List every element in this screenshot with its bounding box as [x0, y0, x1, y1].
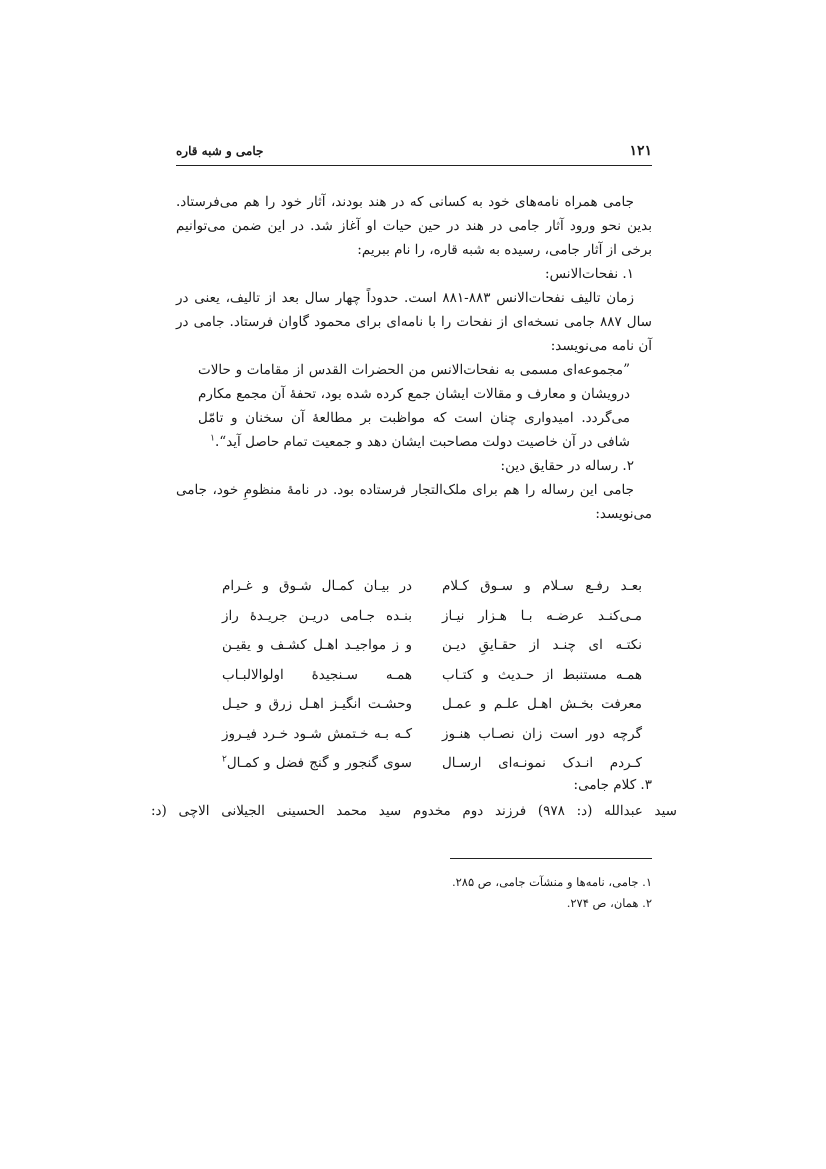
paragraph-intro: جامی همراه نامه‌های خود به کسانی که در هند بودند، آثار خود را هم می‌فرستاد. بدین نحو ورود آثار جامی در هند در حین حیات او آغاز شد. در این ضمن می‌توانیم برخی از آثار جامی، رسیده به شبه قاره، را نام ببریم: [176, 194, 652, 258]
paragraph-risala: جامی این رساله را هم برای ملک‌التجار فرستاده بود. در نامهٔ منظومِ خود، جامی می‌نویسد: [176, 482, 652, 522]
footnote-1: ۱. جامی، نامه‌ها و منشآت جامی، ص ۲۸۵. [451, 875, 652, 889]
poem-hemistich-left: وحشـت انگیـز اهـل زرق و حیـل [222, 696, 412, 712]
paragraph-nafahat: زمان تالیف نفحات‌الانس ۸۸۳-۸۸۱ است. حدوداً چهار سال بعد از تالیف، یعنی در سال ۸۸۷ جامی نسخه‌ای از نفحات را با نامه‌ای برای محمود گاوان فرستاد. جامی در آن نامه می‌نویسد: [176, 290, 652, 354]
poem-hemistich-left: بنـده جـامی دریـن جریـدهٔ راز [222, 607, 412, 624]
quote-text: ”مجموعه‌ای مسمی به نفحات‌الانس من الحضرات القدس از مقامات و حالات درویشان و معارف و مقالات ایشان جمع کرده شده بود، تحفهٔ آن مجمع مکارم می‌گردد. امیدواری چنان است که مواظبت بر مطالعهٔ آن سخنان و تامّل شافی در آن خاصیت دولت مصاحبت ایشان دهد و جمعیت تمام حاصل آید“. [198, 362, 630, 450]
page-header [176, 141, 652, 166]
poem-hemistich-left: کـه بـه خـتمش شـود خـرد فیـروز [222, 725, 412, 742]
poem-couplet [222, 637, 642, 667]
poem-hemistich-left [222, 755, 412, 771]
heading-item-3: ۳. کلام جامی: [573, 777, 652, 793]
poem-hemistich-right: کـردم انـدک نمونـه‌ای ارسـال [442, 755, 642, 771]
poem-hemistich-right: بعـد رفـع سـلام و سـوق کـلام [442, 578, 642, 594]
poem-couplet [222, 667, 642, 697]
poem-hemistich-right: گرچه دور است زان نصـاب هنـوز [442, 725, 642, 742]
poem [222, 578, 642, 785]
text-after-poem [151, 772, 677, 824]
poem-hemistich-left: در بیـان کمـال شـوق و غـرام [222, 578, 412, 594]
block-quote [198, 358, 630, 454]
running-title: جامی و شبه قاره [176, 144, 264, 158]
main-text [176, 190, 652, 526]
poem-hemistich-right: نکتـه ای چنـد از حقـایقِ دیـن [442, 637, 642, 653]
footnote-2: ۲. همان، ص ۲۷۴. [566, 896, 652, 910]
poem-couplet [222, 578, 642, 608]
heading-item-2: ۲. رساله در حقایق دین: [500, 458, 634, 474]
poem-hemistich-left: همـه سـنجیدهٔ اولوالالبـاب [222, 666, 412, 683]
heading-item-1: ۱. نفحات‌الانس: [545, 266, 634, 282]
poem-hemistich-left-text: سوی گنجور و گنج فضل و کمـال [226, 755, 412, 771]
poem-couplet [222, 696, 642, 726]
poem-hemistich-right: معرفت بخـش اهـل علـم و عمـل [442, 696, 642, 712]
paragraph-kalam: سید عبدالله (د: ۹۷۸) فرزند دوم مخدوم سید محمد الحسینی الجیلانی الاچی (د: [151, 803, 677, 819]
poem-couplet [222, 608, 642, 638]
page-number: ۱۲۱ [629, 143, 652, 159]
footnote-ref-2: ۲ [222, 754, 227, 765]
poem-hemistich-left: و ز مواجیـد اهـل کشـف و یقیـن [222, 637, 412, 653]
footnote-divider [450, 858, 652, 859]
footnote-ref-1: ۱ [210, 433, 216, 444]
footnotes [400, 872, 652, 914]
poem-hemistich-right: همـه مستنبط از حـدیث و کتـاب [442, 666, 642, 683]
poem-hemistich-right: مـی‌کنـد عرضـه بـا هـزار نیـاز [442, 607, 642, 624]
poem-couplet [222, 726, 642, 756]
